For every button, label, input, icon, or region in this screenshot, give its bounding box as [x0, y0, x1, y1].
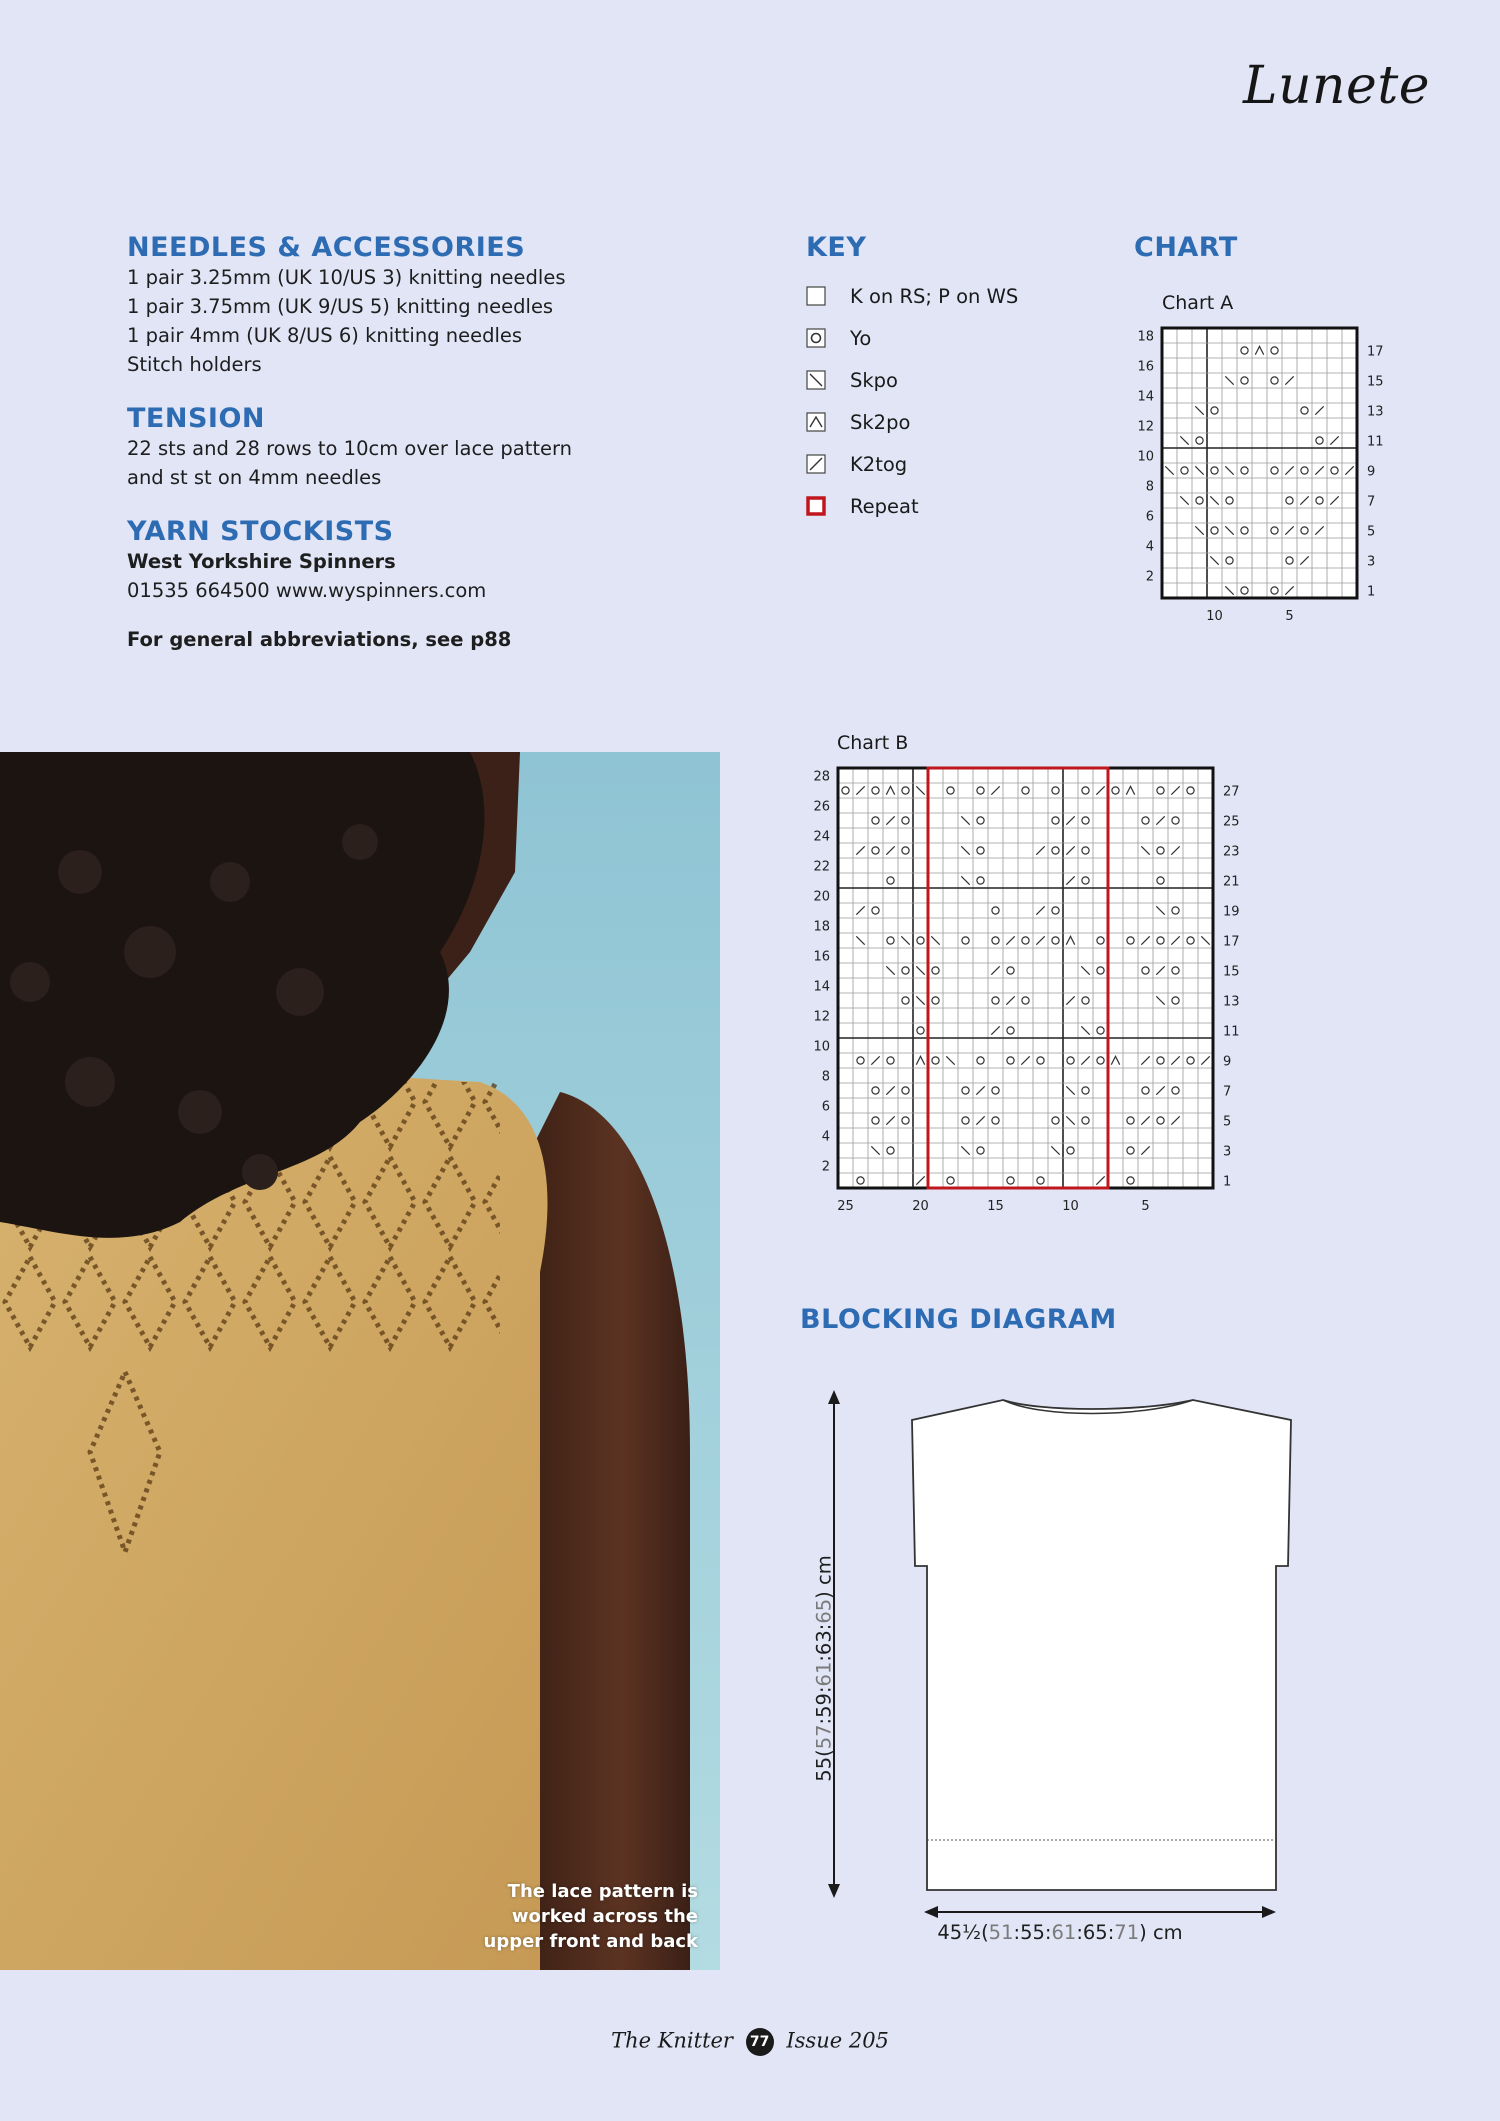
- magazine-name: The Knitter: [611, 2028, 733, 2053]
- needles-line: 1 pair 4mm (UK 8/US 6) knitting needles: [127, 324, 523, 347]
- blocking-heading-wrap: [800, 1304, 1117, 1335]
- issue-number: Issue 205: [786, 2028, 889, 2053]
- yarn-heading: YARN STOCKISTS: [127, 516, 394, 547]
- chart-heading-wrap: [1134, 232, 1238, 263]
- svg-text:10: 10: [813, 1039, 830, 1055]
- key-item: [806, 485, 1106, 527]
- length-measure: 55(57:59:61:63:65) cm: [812, 1555, 836, 1782]
- svg-text:6: 6: [821, 1099, 830, 1115]
- garment-outline: [912, 1400, 1291, 1890]
- svg-text:13: 13: [1367, 404, 1384, 420]
- key-item: [806, 401, 1106, 443]
- needles-line: 1 pair 3.75mm (UK 9/US 5) knitting needles: [127, 295, 554, 318]
- key-item: [806, 443, 1106, 485]
- yarn-company: West Yorkshire Spinners: [127, 550, 396, 573]
- photo-caption: [484, 1879, 698, 1954]
- blocking-heading: BLOCKING DIAGRAM: [800, 1304, 1117, 1335]
- key-item: [806, 275, 1106, 317]
- svg-text:2: 2: [821, 1159, 830, 1175]
- svg-text:7: 7: [1223, 1084, 1232, 1100]
- svg-text:28: 28: [813, 769, 830, 785]
- caption-line: upper front and back: [483, 1931, 698, 1952]
- svg-text:4: 4: [821, 1129, 830, 1145]
- svg-text:8: 8: [821, 1069, 830, 1085]
- svg-text:7: 7: [1367, 494, 1376, 510]
- svg-text:15: 15: [1223, 964, 1240, 980]
- svg-text:10: 10: [1206, 609, 1223, 624]
- svg-text:26: 26: [813, 799, 830, 815]
- svg-text:5: 5: [1141, 1199, 1150, 1214]
- svg-text:11: 11: [1223, 1024, 1240, 1040]
- svg-text:3: 3: [1367, 554, 1376, 570]
- info-column: [127, 232, 687, 654]
- caption-line: The lace pattern is: [507, 1881, 698, 1902]
- key-label: Sk2po: [850, 410, 911, 434]
- needles-list: [127, 263, 687, 379]
- svg-text:13: 13: [1223, 994, 1240, 1010]
- page-title: Lunete: [1243, 56, 1430, 116]
- needles-line: Stitch holders: [127, 353, 262, 376]
- key-label: K2tog: [850, 452, 908, 476]
- svg-text:9: 9: [1367, 464, 1376, 480]
- svg-text:12: 12: [813, 1009, 830, 1025]
- svg-text:27: 27: [1223, 784, 1240, 800]
- chart-b-label: Chart B: [837, 732, 909, 754]
- svg-text:18: 18: [1137, 329, 1154, 345]
- svg-text:25: 25: [837, 1199, 854, 1214]
- svg-text:3: 3: [1223, 1144, 1232, 1160]
- footer: [0, 2028, 1500, 2056]
- svg-text:18: 18: [813, 919, 830, 935]
- width-measure: 45½(51:55:61:65:71) cm: [937, 1921, 1183, 1944]
- backslash-icon: [806, 370, 826, 390]
- svg-text:12: 12: [1137, 419, 1154, 435]
- chart-a-label: Chart A: [1162, 292, 1234, 314]
- svg-text:5: 5: [1285, 609, 1294, 624]
- svg-text:20: 20: [813, 889, 830, 905]
- caret-icon: [806, 412, 826, 432]
- chart-heading: CHART: [1134, 232, 1238, 263]
- length-measure-wrap: [694, 1555, 954, 1782]
- tension-line: and st st on 4mm needles: [127, 466, 382, 489]
- svg-text:22: 22: [813, 859, 830, 875]
- model-photo: [0, 752, 720, 1970]
- page-number: 77: [746, 2028, 774, 2056]
- key-label: K on RS; P on WS: [850, 284, 1019, 308]
- svg-text:8: 8: [1145, 479, 1154, 495]
- svg-text:2: 2: [1145, 569, 1154, 585]
- needles-line: 1 pair 3.25mm (UK 10/US 3) knitting needles: [127, 266, 566, 289]
- svg-text:25: 25: [1223, 814, 1240, 830]
- slash-icon: [806, 454, 826, 474]
- svg-text:17: 17: [1367, 344, 1384, 360]
- svg-text:11: 11: [1367, 434, 1384, 450]
- svg-text:21: 21: [1223, 874, 1240, 890]
- svg-text:19: 19: [1223, 904, 1240, 920]
- key-section: [806, 232, 1106, 527]
- svg-text:5: 5: [1367, 524, 1376, 540]
- key-item: [806, 359, 1106, 401]
- key-label: Skpo: [850, 368, 898, 392]
- tension-text: [127, 434, 687, 492]
- svg-text:23: 23: [1223, 844, 1240, 860]
- abbreviations-note: For general abbreviations, see p88: [127, 628, 512, 651]
- svg-text:14: 14: [813, 979, 830, 995]
- svg-text:10: 10: [1062, 1199, 1079, 1214]
- chart-a: [1130, 320, 1410, 640]
- key-label: Yo: [850, 326, 872, 350]
- key-label: Repeat: [850, 494, 919, 518]
- red-box-icon: [806, 496, 826, 516]
- svg-text:10: 10: [1137, 449, 1154, 465]
- svg-text:9: 9: [1223, 1054, 1232, 1070]
- svg-text:24: 24: [813, 829, 830, 845]
- svg-text:17: 17: [1223, 934, 1240, 950]
- svg-text:1: 1: [1367, 584, 1376, 600]
- svg-text:20: 20: [912, 1199, 929, 1214]
- svg-text:1: 1: [1223, 1174, 1232, 1190]
- photo-illustration: [0, 752, 720, 1970]
- box-icon: [806, 286, 826, 306]
- svg-text:15: 15: [1367, 374, 1384, 390]
- needles-heading: NEEDLES & ACCESSORIES: [127, 232, 526, 263]
- svg-text:4: 4: [1145, 539, 1154, 555]
- svg-text:15: 15: [987, 1199, 1004, 1214]
- chart-b: [796, 760, 1246, 1222]
- yarn-text: [127, 547, 687, 605]
- svg-text:16: 16: [1137, 359, 1154, 375]
- caption-line: worked across the: [511, 1906, 698, 1927]
- circle-icon: [806, 328, 826, 348]
- key-heading: KEY: [806, 232, 867, 263]
- svg-text:14: 14: [1137, 389, 1154, 405]
- svg-text:6: 6: [1145, 509, 1154, 525]
- svg-text:16: 16: [813, 949, 830, 965]
- svg-text:5: 5: [1223, 1114, 1232, 1130]
- key-item: [806, 317, 1106, 359]
- tension-line: 22 sts and 28 rows to 10cm over lace pattern: [127, 437, 573, 460]
- yarn-contact: 01535 664500 www.wyspinners.com: [127, 579, 487, 602]
- tension-heading: TENSION: [127, 403, 265, 434]
